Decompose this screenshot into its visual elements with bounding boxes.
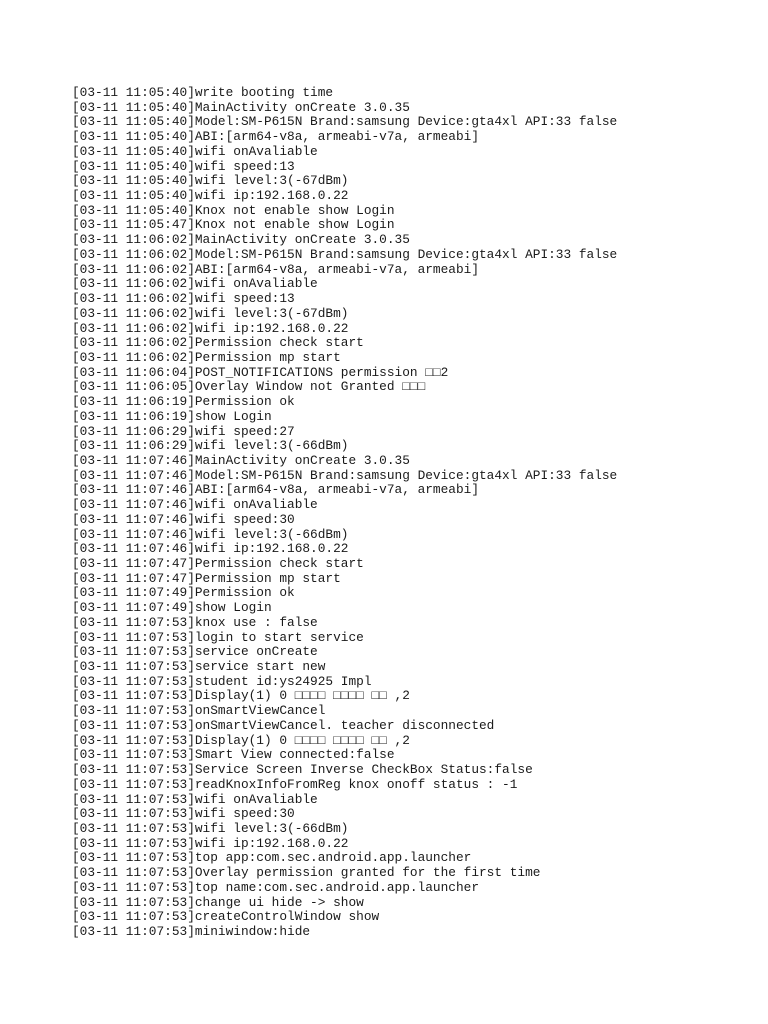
log-line: [03-11 11:06:19]show Login — [72, 408, 272, 424]
log-line: [03-11 11:06:29]wifi speed:27 — [72, 423, 295, 439]
log-line: [03-11 11:07:47]Permission mp start — [72, 570, 341, 586]
log-line: [03-11 11:07:53]Display(1) 0 □□□□ □□□□ □□ ,2 — [72, 732, 410, 748]
log-line: [03-11 11:07:53]Overlay permission granted for the first time — [72, 865, 541, 881]
log-line: [03-11 11:07:46]Model:SM-P615N Brand:samsung Device:gta4xl API:33 false — [72, 467, 618, 483]
log-line: [03-11 11:07:53]change ui hide -> show — [72, 894, 364, 910]
log-line: [03-11 11:06:02]wifi ip:192.168.0.22 — [72, 320, 349, 336]
log-line: [03-11 11:06:02]ABI:[arm64-v8a, armeabi-v7a, armeabi] — [72, 261, 480, 277]
log-line: [03-11 11:05:40]wifi onAvaliable — [72, 143, 318, 159]
log-line: [03-11 11:06:05]Overlay Window not Granted □□□ — [72, 379, 426, 395]
log-line: [03-11 11:05:40]Knox not enable show Login — [72, 202, 395, 218]
log-line: [03-11 11:07:53]login to start service — [72, 629, 364, 645]
log-line: [03-11 11:07:53]Display(1) 0 □□□□ □□□□ □□ ,2 — [72, 688, 410, 704]
log-line: [03-11 11:07:46]wifi level:3(-66dBm) — [72, 526, 349, 542]
log-line: [03-11 11:07:53]service onCreate — [72, 644, 318, 660]
log-line: [03-11 11:05:40]ABI:[arm64-v8a, armeabi-v7a, armeabi] — [72, 129, 480, 145]
log-line: [03-11 11:05:40]wifi speed:13 — [72, 158, 295, 174]
log-line: [03-11 11:07:53]miniwindow:hide — [72, 923, 311, 939]
log-line: [03-11 11:05:40]wifi ip:192.168.0.22 — [72, 188, 349, 204]
log-line: [03-11 11:07:53]onSmartViewCancel — [72, 703, 326, 719]
log-line: [03-11 11:07:53]wifi level:3(-66dBm) — [72, 820, 349, 836]
log-line: [03-11 11:07:53]wifi speed:30 — [72, 806, 295, 822]
log-line: [03-11 11:07:53]top name:com.sec.android.app.launcher — [72, 879, 480, 895]
log-line: [03-11 11:06:02]Permission check start — [72, 335, 364, 351]
log-line: [03-11 11:07:46]wifi speed:30 — [72, 511, 295, 527]
log-line: [03-11 11:06:29]wifi level:3(-66dBm) — [72, 438, 349, 454]
log-line: [03-11 11:07:46]wifi onAvaliable — [72, 497, 318, 513]
log-line: [03-11 11:07:46]MainActivity onCreate 3.0.35 — [72, 452, 410, 468]
log-line: [03-11 11:05:40]Model:SM-P615N Brand:samsung Device:gta4xl API:33 false — [72, 114, 618, 130]
log-line: [03-11 11:07:53]wifi ip:192.168.0.22 — [72, 835, 349, 851]
log-line: [03-11 11:05:40]wifi level:3(-67dBm) — [72, 173, 349, 189]
log-document — [72, 86, 732, 940]
log-line: [03-11 11:07:53]createControlWindow show — [72, 909, 380, 925]
log-line: [03-11 11:07:47]Permission check start — [72, 556, 364, 571]
log-line: [03-11 11:06:02]wifi speed:13 — [72, 291, 295, 307]
log-line: [03-11 11:07:53]service start new — [72, 659, 326, 675]
log-line: [03-11 11:06:02]MainActivity onCreate 3.0.35 — [72, 232, 410, 248]
log-line: [03-11 11:07:53]onSmartViewCancel. teacher disconnected — [72, 717, 495, 733]
log-line: [03-11 11:07:53]wifi onAvaliable — [72, 791, 318, 807]
log-line: [03-11 11:07:46]ABI:[arm64-v8a, armeabi-v7a, armeabi] — [72, 482, 480, 498]
log-line: [03-11 11:06:02]Permission mp start — [72, 349, 341, 365]
log-line: [03-11 11:07:49]Permission ok — [72, 585, 295, 601]
log-line: [03-11 11:07:53]top app:com.sec.android.app.launcher — [72, 850, 472, 866]
log-line: [03-11 11:06:04]POST_NOTIFICATIONS permission □□2 — [72, 364, 449, 380]
log-line: [03-11 11:06:19]Permission ok — [72, 394, 295, 410]
log-line: [03-11 11:05:47]Knox not enable show Login — [72, 217, 395, 233]
log-line: [03-11 11:07:53]knox use : false — [72, 614, 318, 630]
log-line: [03-11 11:07:53]Smart View connected:false — [72, 747, 395, 763]
log-line: [03-11 11:05:40]MainActivity onCreate 3.0.35 — [72, 99, 410, 115]
log-line: [03-11 11:07:53]Service Screen Inverse CheckBox Status:false — [72, 762, 533, 778]
log-line: [03-11 11:07:46]wifi ip:192.168.0.22 — [72, 541, 349, 557]
log-line: [03-11 11:07:53]readKnoxInfoFromReg knox onoff status : -1 — [72, 776, 518, 792]
log-line: [03-11 11:06:02]wifi level:3(-67dBm) — [72, 305, 349, 321]
log-line: [03-11 11:06:02]Model:SM-P615N Brand:samsung Device:gta4xl API:33 false — [72, 246, 618, 262]
log-line: [03-11 11:06:02]wifi onAvaliable — [72, 276, 318, 292]
log-line: [03-11 11:05:40]write booting time — [72, 85, 334, 100]
log-line: [03-11 11:07:53]student id:ys24925 Impl — [72, 673, 372, 689]
log-line: [03-11 11:07:49]show Login — [72, 600, 272, 616]
